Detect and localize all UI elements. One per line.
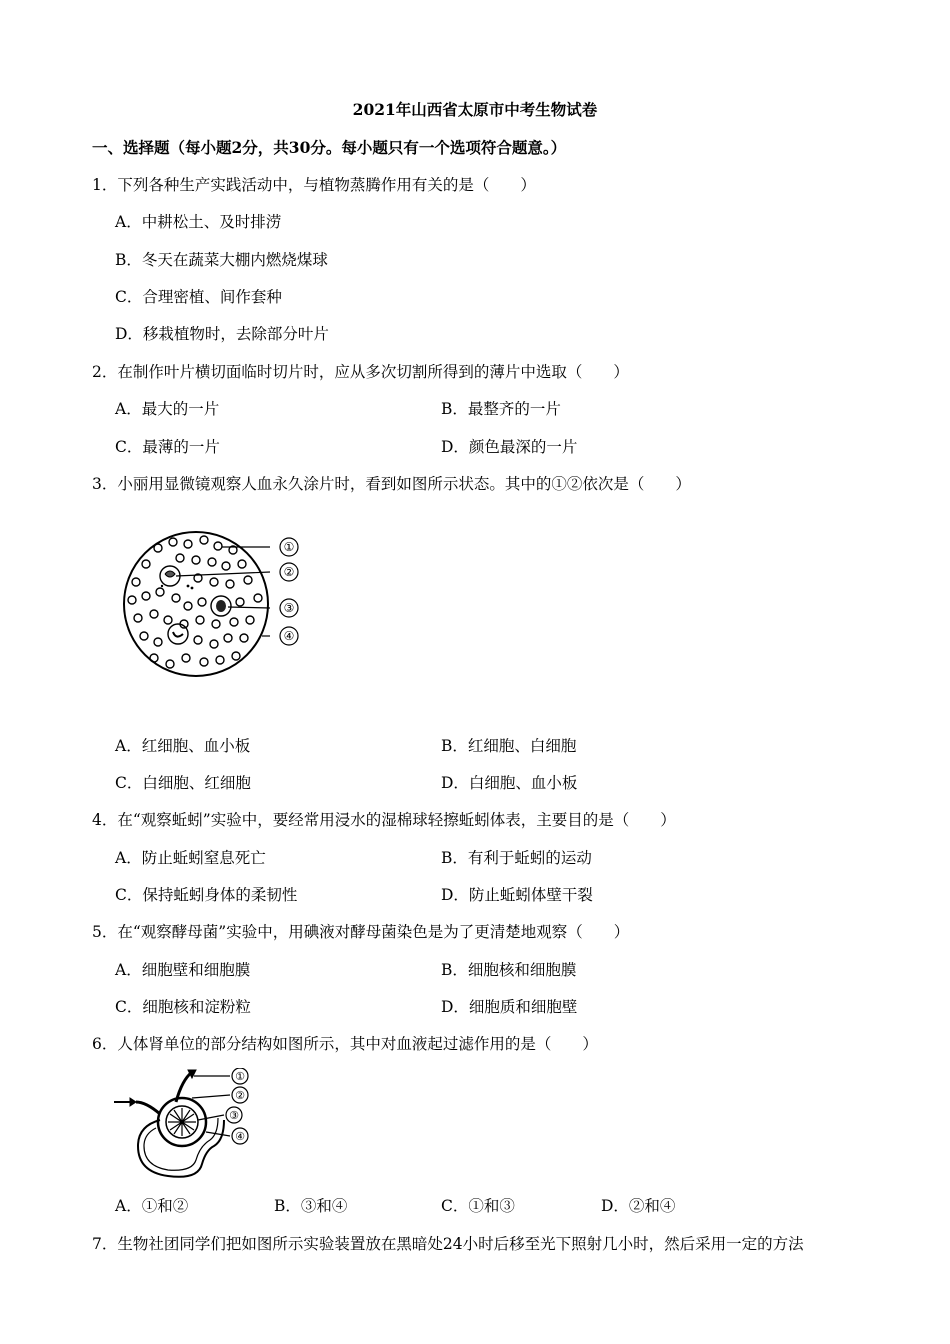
question-1-option-a: A．中耕松土、及时排涝 [115,213,282,231]
question-3-option-b: B．红细胞、白细胞 [441,737,577,755]
question-6-option-b: B．③和④ [274,1197,348,1215]
question-2-option-b: B．最整齐的一片 [441,400,561,418]
question-5-stem: 5．在“观察酵母菌”实验中，用碘液对酵母菌染色是为了更清楚地观察（ ） [92,923,630,941]
blood-smear-figure [118,526,313,686]
figure-6-label-4: ④ [235,1130,245,1143]
question-1-option-b: B．冬天在蔬菜大棚内燃烧煤球 [115,251,328,269]
question-5-option-c: C．细胞核和淀粉粒 [115,998,251,1016]
question-2-option-d: D．颜色最深的一片 [441,438,578,456]
question-4-option-b: B．有利于蚯蚓的运动 [441,849,592,867]
figure-6-label-3: ③ [229,1109,239,1122]
figure-6-label-2: ② [235,1089,245,1102]
label-pointer-lines [176,547,270,636]
question-3-option-d: D．白细胞、血小板 [441,774,578,792]
figure-3-label-3: ③ [283,601,295,615]
white-blood-cells [160,566,231,644]
question-4-option-a: A．防止蚯蚓窒息死亡 [115,849,266,867]
figure-6-label-1: ① [235,1070,245,1083]
question-6-option-a: A．①和② [115,1197,189,1215]
question-2-option-c: C．最薄的一片 [115,438,220,456]
figure-3-label-1: ① [283,540,295,554]
nephron-drawing [114,1070,224,1177]
question-4-stem: 4．在“观察蚯蚓”实验中，要经常用浸水的湿棉球轻擦蚯蚓体表，主要目的是（ ） [92,811,676,829]
question-5-option-d: D．细胞质和细胞壁 [441,998,578,1016]
nephron-figure [112,1068,260,1183]
red-blood-cells [128,536,262,668]
figure-3-label-4: ④ [283,629,295,643]
question-3-option-a: A．红细胞、血小板 [115,737,251,755]
question-2-stem: 2．在制作叶片横切面临时切片时，应从多次切割所得到的薄片中选取（ ） [92,363,629,381]
question-5-option-b: B．细胞核和细胞膜 [441,961,577,979]
question-1-option-c: C．合理密植、间作套种 [115,288,282,306]
question-4-option-d: D．防止蚯蚓体壁干裂 [441,886,593,904]
microscope-field-circle [124,532,268,676]
exam-title: 2021年山西省太原市中考生物试卷 [352,100,598,119]
question-4-option-c: C．保持蚯蚓身体的柔韧性 [115,886,298,904]
question-3-stem: 3．小丽用显微镜观察人血永久涂片时，看到如图所示状态。其中的①②依次是（ ） [92,475,691,493]
question-1-stem: 1．下列各种生产实践活动中，与植物蒸腾作用有关的是（ ） [92,176,536,194]
section-heading: 一、选择题（每小题2分，共30分。每小题只有一个选项符合题意。） [92,138,567,157]
question-2-option-a: A．最大的一片 [115,400,220,418]
question-6-option-d: D．②和④ [601,1197,676,1215]
question-6-option-c: C．①和③ [441,1197,515,1215]
question-1-option-d: D．移栽植物时，去除部分叶片 [115,325,329,343]
question-7-stem: 7．生物社团同学们把如图所示实验装置放在黑暗处24小时后移至光下照射几小时，然后采用一定的方法 [92,1235,804,1253]
figure-3-label-2: ② [283,565,295,579]
question-5-option-a: A．细胞壁和细胞膜 [115,961,251,979]
question-3-option-c: C．白细胞、红细胞 [115,774,251,792]
question-6-stem: 6．人体肾单位的部分结构如图所示，其中对血液起过滤作用的是（ ） [92,1035,598,1053]
